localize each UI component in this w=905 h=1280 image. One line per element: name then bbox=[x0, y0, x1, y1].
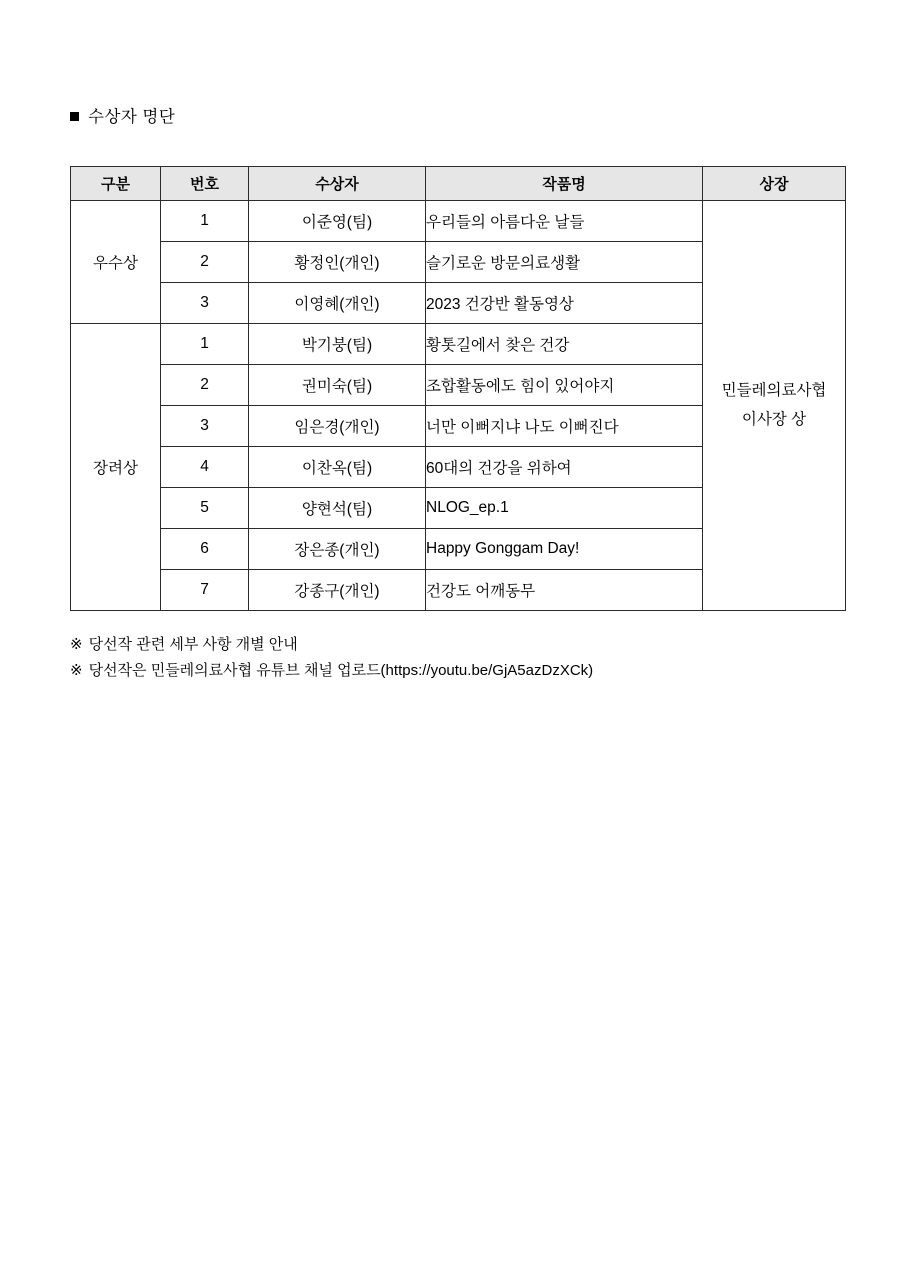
row-number: 1 bbox=[161, 324, 249, 365]
group-cell-excellence: 우수상 bbox=[71, 201, 161, 324]
winner-name: 이찬옥(팀) bbox=[249, 447, 426, 488]
winner-name: 황정인(개인) bbox=[249, 242, 426, 283]
winner-name: 임은경(개인) bbox=[249, 406, 426, 447]
prize-line-1: 민들레의료사협 bbox=[721, 381, 827, 399]
winner-name: 권미숙(팀) bbox=[249, 365, 426, 406]
reference-mark-icon: ※ bbox=[70, 662, 83, 680]
footnote-item bbox=[70, 632, 593, 658]
work-title: 건강도 어깨동무 bbox=[426, 570, 703, 611]
row-number: 3 bbox=[161, 406, 249, 447]
winner-name: 이준영(팀) bbox=[249, 201, 426, 242]
work-title: 조합활동에도 힘이 있어야지 bbox=[426, 365, 703, 406]
table-body bbox=[71, 201, 846, 611]
row-number: 2 bbox=[161, 242, 249, 283]
prize-line-2: 이사장 상 bbox=[741, 410, 807, 428]
work-title: 60대의 건강을 위하여 bbox=[426, 447, 703, 488]
column-header-number: 번호 bbox=[161, 167, 249, 201]
work-title: 2023 건강반 활동영상 bbox=[426, 283, 703, 324]
work-title: 우리들의 아름다운 날들 bbox=[426, 201, 703, 242]
footnote-text: 당선작은 민들레의료사협 유튜브 채널 업로드(https://youtu.be/GjA5azDzXCk) bbox=[88, 662, 594, 680]
winner-name: 양현석(팀) bbox=[249, 488, 426, 529]
row-number: 7 bbox=[161, 570, 249, 611]
winner-name: 이영혜(개인) bbox=[249, 283, 426, 324]
reference-mark-icon: ※ bbox=[70, 636, 83, 653]
row-number: 6 bbox=[161, 529, 249, 570]
row-number: 2 bbox=[161, 365, 249, 406]
page-title-text: 수상자 명단 bbox=[88, 108, 176, 126]
group-cell-encouragement: 장려상 bbox=[71, 324, 161, 611]
winner-name: 박기붕(팀) bbox=[249, 324, 426, 365]
square-bullet-icon bbox=[70, 112, 79, 121]
row-number: 5 bbox=[161, 488, 249, 529]
prize-cell bbox=[703, 201, 846, 611]
work-title: 슬기로운 방문의료생활 bbox=[426, 242, 703, 283]
winner-name: 강종구(개인) bbox=[249, 570, 426, 611]
work-title: Happy Gonggam Day! bbox=[426, 529, 703, 570]
row-number: 4 bbox=[161, 447, 249, 488]
work-title: NLOG_ep.1 bbox=[426, 488, 703, 529]
award-winners-table bbox=[70, 166, 846, 611]
column-header-prize: 상장 bbox=[703, 167, 846, 201]
table-row bbox=[71, 201, 846, 242]
work-title: 너만 이뻐지냐 나도 이뻐진다 bbox=[426, 406, 703, 447]
row-number: 3 bbox=[161, 283, 249, 324]
winner-name: 장은종(개인) bbox=[249, 529, 426, 570]
row-number: 1 bbox=[161, 201, 249, 242]
page-title bbox=[70, 103, 175, 127]
table-header bbox=[71, 167, 846, 201]
column-header-group: 구분 bbox=[71, 167, 161, 201]
footnote-item bbox=[70, 658, 593, 684]
table-header-row bbox=[71, 167, 846, 201]
column-header-winner: 수상자 bbox=[249, 167, 426, 201]
work-title: 황톳길에서 찾은 건강 bbox=[426, 324, 703, 365]
footnotes bbox=[70, 632, 593, 685]
footnote-text: 당선작 관련 세부 사항 개별 안내 bbox=[88, 636, 298, 653]
column-header-work: 작품명 bbox=[426, 167, 703, 201]
